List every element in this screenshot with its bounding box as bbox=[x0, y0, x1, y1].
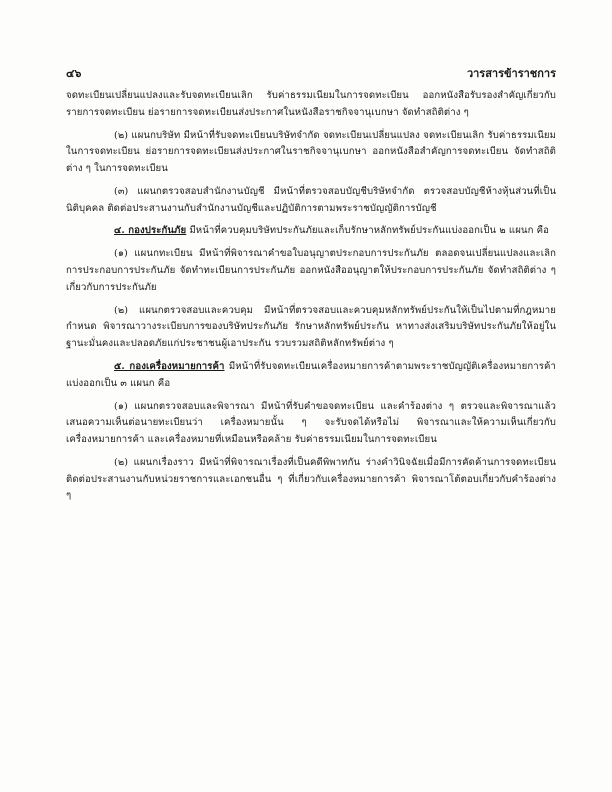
section-insurance: ๔. กองประกันภัย มีหน้าที่ควบคุมบริษัทประกันภัยและเก็บรักษาหลักทรัพย์ประกันแบ่งออกเป็น ๒ แผนก คือ bbox=[114, 225, 550, 237]
paragraph-6: (๒) แผนกตรวจสอบและควบคุม มีหน้าที่ตรวจสอบและควบคุมหลักทรัพย์ประกันให้เป็นไปตามที่กฎหมายกำหนด พิจารณาวางระเบียบการของบริษัทประกันภัย รักษาหลักทรัพย์ประกัน หาทางส่งเสริมบริษัทประกันภัยให้อยู่ในฐานะมั่นคงและปลอดภัยแก่ประชาชนผู้เอาประกัน รวบรวมสถิติหลักทรัพย์ต่าง ๆ bbox=[66, 304, 556, 350]
section-trademark: ๕. กองเครื่องหมายการค้า มีหน้าที่รับจดทะเบียนเครื่องหมายการค้าตามพระราชบัญญัติเครื่องหมายการค้า แบ่งออกเป็น ๓ แผนก คือ bbox=[66, 360, 556, 389]
paragraph-8: (๑) แผนกตรวจสอบและพิจารณา มีหน้าที่รับคำขอจดทะเบียน และคำร้องต่าง ๆ ตรวจและพิจารณาแล้วเสนอความเห็นต่อนายทะเบียนว่า เครื่องหมายนั้น ๆ จะรับจดได้หรือไม่ พิจารณาและให้ความเห็นเกี่ยวกับเครื่องหมายการค้า และเครื่องหมายที่เหมือนหรือคล้าย รับค่าธรรมเนียมในการจดทะเบียน bbox=[66, 400, 556, 446]
journal-title: วารสารข้าราชการ bbox=[466, 67, 556, 80]
paragraph-5: (๑) แผนกทะเบียน มีหน้าที่พิจารณาคำขอใบอนุญาตประกอบการประกันภัย ตลอดจนเปลี่ยนแปลงและเลิกการประกอบการประกันภัย จัดทำทะเบียนการประกันภัย ออกหนังสืออนุญาตให้ประกอบการประกันภัย จัดทำสถิติต่าง ๆ เกี่ยวกับการประกันภัย bbox=[66, 248, 556, 293]
page-number: ๔๖ bbox=[66, 67, 82, 80]
paragraph-9: (๒) แผนกเรื่องราว มีหน้าที่พิจารณาเรื่องที่เป็นคดีพิพาทกัน ร่างคำวินิจฉัยเมื่อมีการคัดค้านการจดทะเบียน ติดต่อประสานงานกับหน่วยราชการและเอกชนอื่น ๆ ที่เกี่ยวกับเครื่องหมายการค้า พิจารณาโต้ตอบเกี่ยวกับคำร้องต่าง ๆ bbox=[66, 456, 556, 502]
paragraph-2: (๒) แผนกบริษัท มีหน้าที่รับจดทะเบียนบริษัทจำกัด จดทะเบียนเปลี่ยนแปลง จดทะเบียนเลิก รับค่าธรรมเนียมในการจดทะเบียน ย่อรายการจดทะเบียนส่งประกาศในราชกิจจานุเบกษา ออกหนังสือสำคัญการจดทะเบียน จัดทำสถิติต่าง ๆ ในการจดทะเบียน bbox=[66, 129, 556, 175]
section-title-trademark: ๕. กองเครื่องหมายการค้า bbox=[114, 360, 225, 372]
paragraph-3: (๓) แผนกตรวจสอบสำนักงานบัญชี มีหน้าที่ตรวจสอบบัญชีบริษัทจำกัด ตรวจสอบบัญชีห้างหุ้นส่วนที่เป็นนิติบุคคล ติดต่อประสานงานกับสำนักงานบัญชีและปฏิบัติการตามพระราชบัญญัติการบัญชี bbox=[66, 185, 556, 214]
section-title-insurance: ๔. กองประกันภัย bbox=[114, 225, 187, 237]
paragraph-1: จดทะเบียนเปลี่ยนแปลงและรับจดทะเบียนเลิก รับค่าธรรมเนียมในการจดทะเบียน ออกหนังสือรับรองสำคัญเกี่ยวกับรายการจดทะเบียน ย่อรายการจดทะเบียนส่งประกาศในหนังสือราชกิจจานุเบกษา จัดทำสถิติต่าง ๆ bbox=[66, 90, 556, 118]
document-body bbox=[66, 88, 556, 511]
